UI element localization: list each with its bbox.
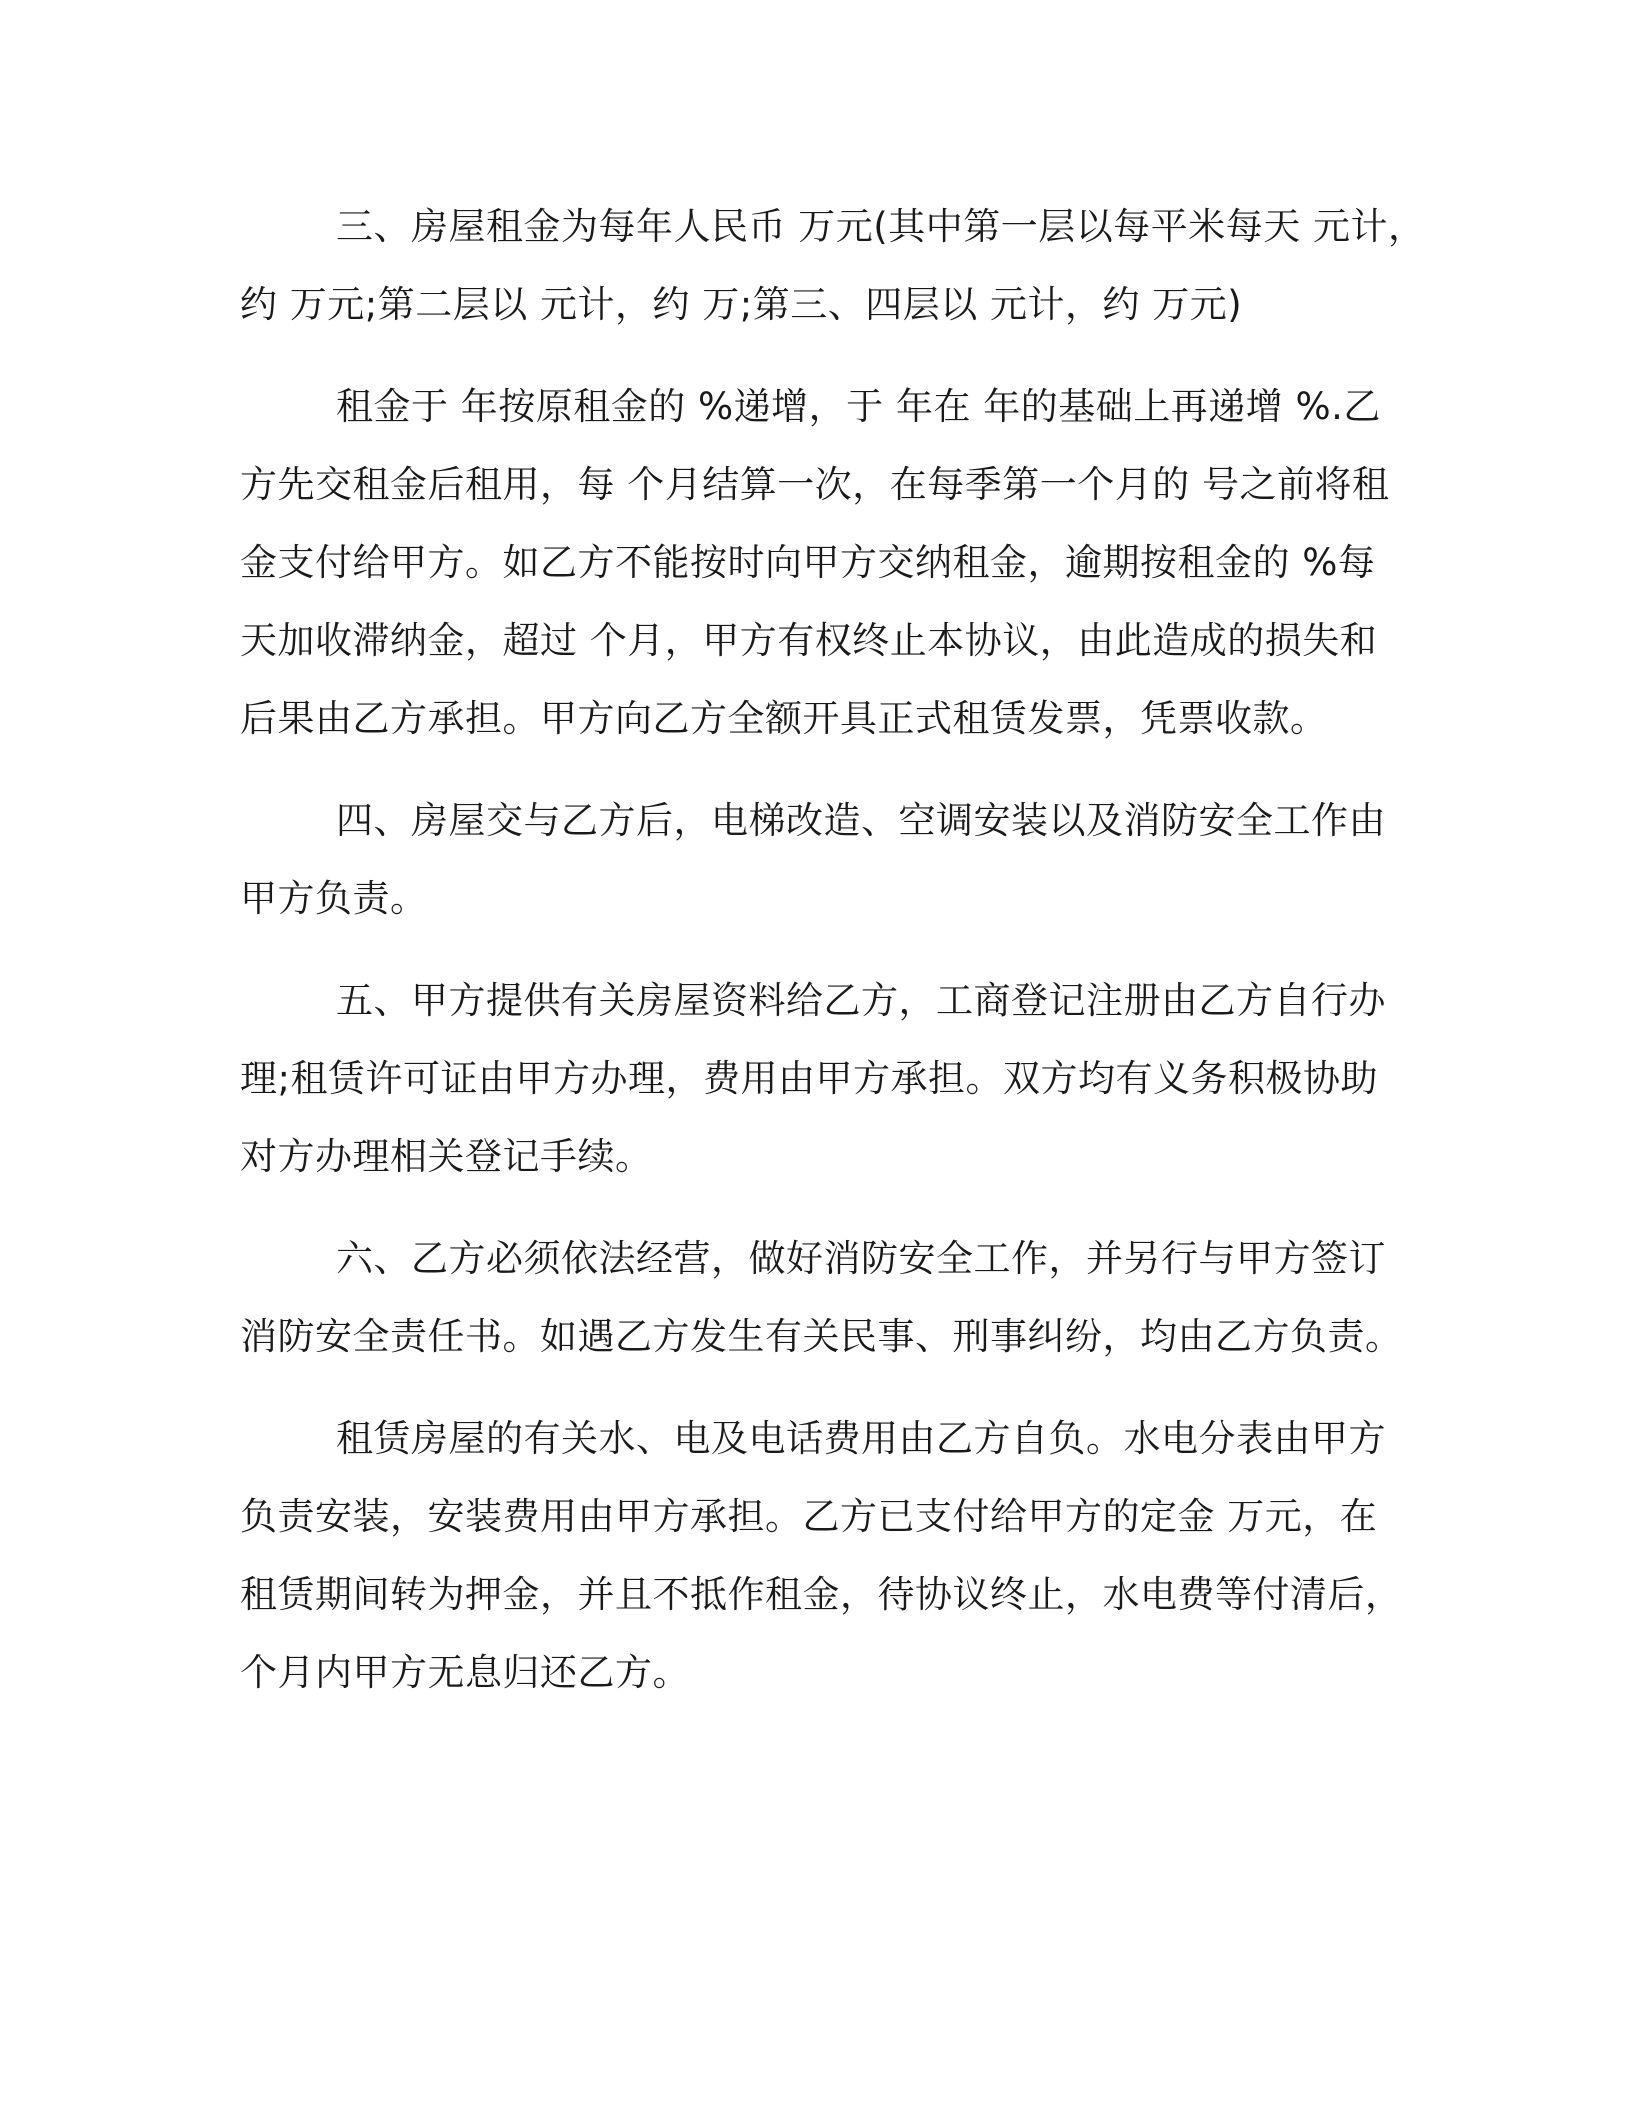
text-line: 后果由乙方承担。甲方向乙方全额开具正式租赁发票，凭票收款。 (240, 697, 1328, 740)
text-line: 消防安全责任书。如遇乙方发生有关民事、刑事纠纷，均由乙方负责。 (240, 1315, 1403, 1358)
text-line: 金支付给甲方。如乙方不能按时向甲方交纳租金，逾期按租金的 %每 (240, 541, 1376, 584)
paragraph-clause-six (240, 1220, 1403, 1376)
text-line: 甲方负责。 (240, 877, 428, 920)
text-line: 六、乙方必须依法经营，做好消防安全工作，并另行与甲方签订 (336, 1237, 1386, 1280)
paragraph-utilities (240, 1400, 1403, 1712)
paragraph-clause-four (240, 782, 1390, 938)
paragraph-rent-amount (240, 188, 1426, 344)
text-line: 天加收滞纳金，超过 个月，甲方有权终止本协议，由此造成的损失和 (240, 619, 1378, 662)
text-line: 负责安装，安装费用由甲方承担。乙方已支付给甲方的定金 万元，在 (240, 1495, 1378, 1538)
text-line: 方先交租金后租用，每 个月结算一次，在每季第一个月的 号之前将租 (240, 463, 1390, 506)
text-line: 租赁房屋的有关水、电及电话费用由乙方自负。水电分表由甲方 (336, 1417, 1386, 1460)
text-line: 五、甲方提供有关房屋资料给乙方，工商登记注册由乙方自行办 (336, 979, 1386, 1022)
text-line: 个月内甲方无息归还乙方。 (240, 1651, 690, 1694)
text-line: 租赁期间转为押金，并且不抵作租金，待协议终止，水电费等付清后， (240, 1573, 1403, 1616)
paragraph-rent-increase (240, 368, 1390, 758)
text-line: 租金于 年按原租金的 %递增，于 年在 年的基础上再递增 %.乙 (336, 385, 1381, 428)
paragraph-clause-five (240, 962, 1390, 1196)
text-line: 约 万元;第二层以 元计，约 万;第三、四层以 元计，约 万元) (240, 283, 1243, 326)
document-body (240, 188, 1426, 1736)
text-line: 理;租赁许可证由甲方办理，费用由甲方承担。双方均有义务积极协助 (240, 1057, 1378, 1100)
text-line: 三、房屋租金为每年人民币 万元(其中第一层以每平米每天 元计， (336, 205, 1426, 248)
text-line: 四、房屋交与乙方后，电梯改造、空调安装以及消防安全工作由 (336, 799, 1386, 842)
text-line: 对方办理相关登记手续。 (240, 1135, 653, 1178)
